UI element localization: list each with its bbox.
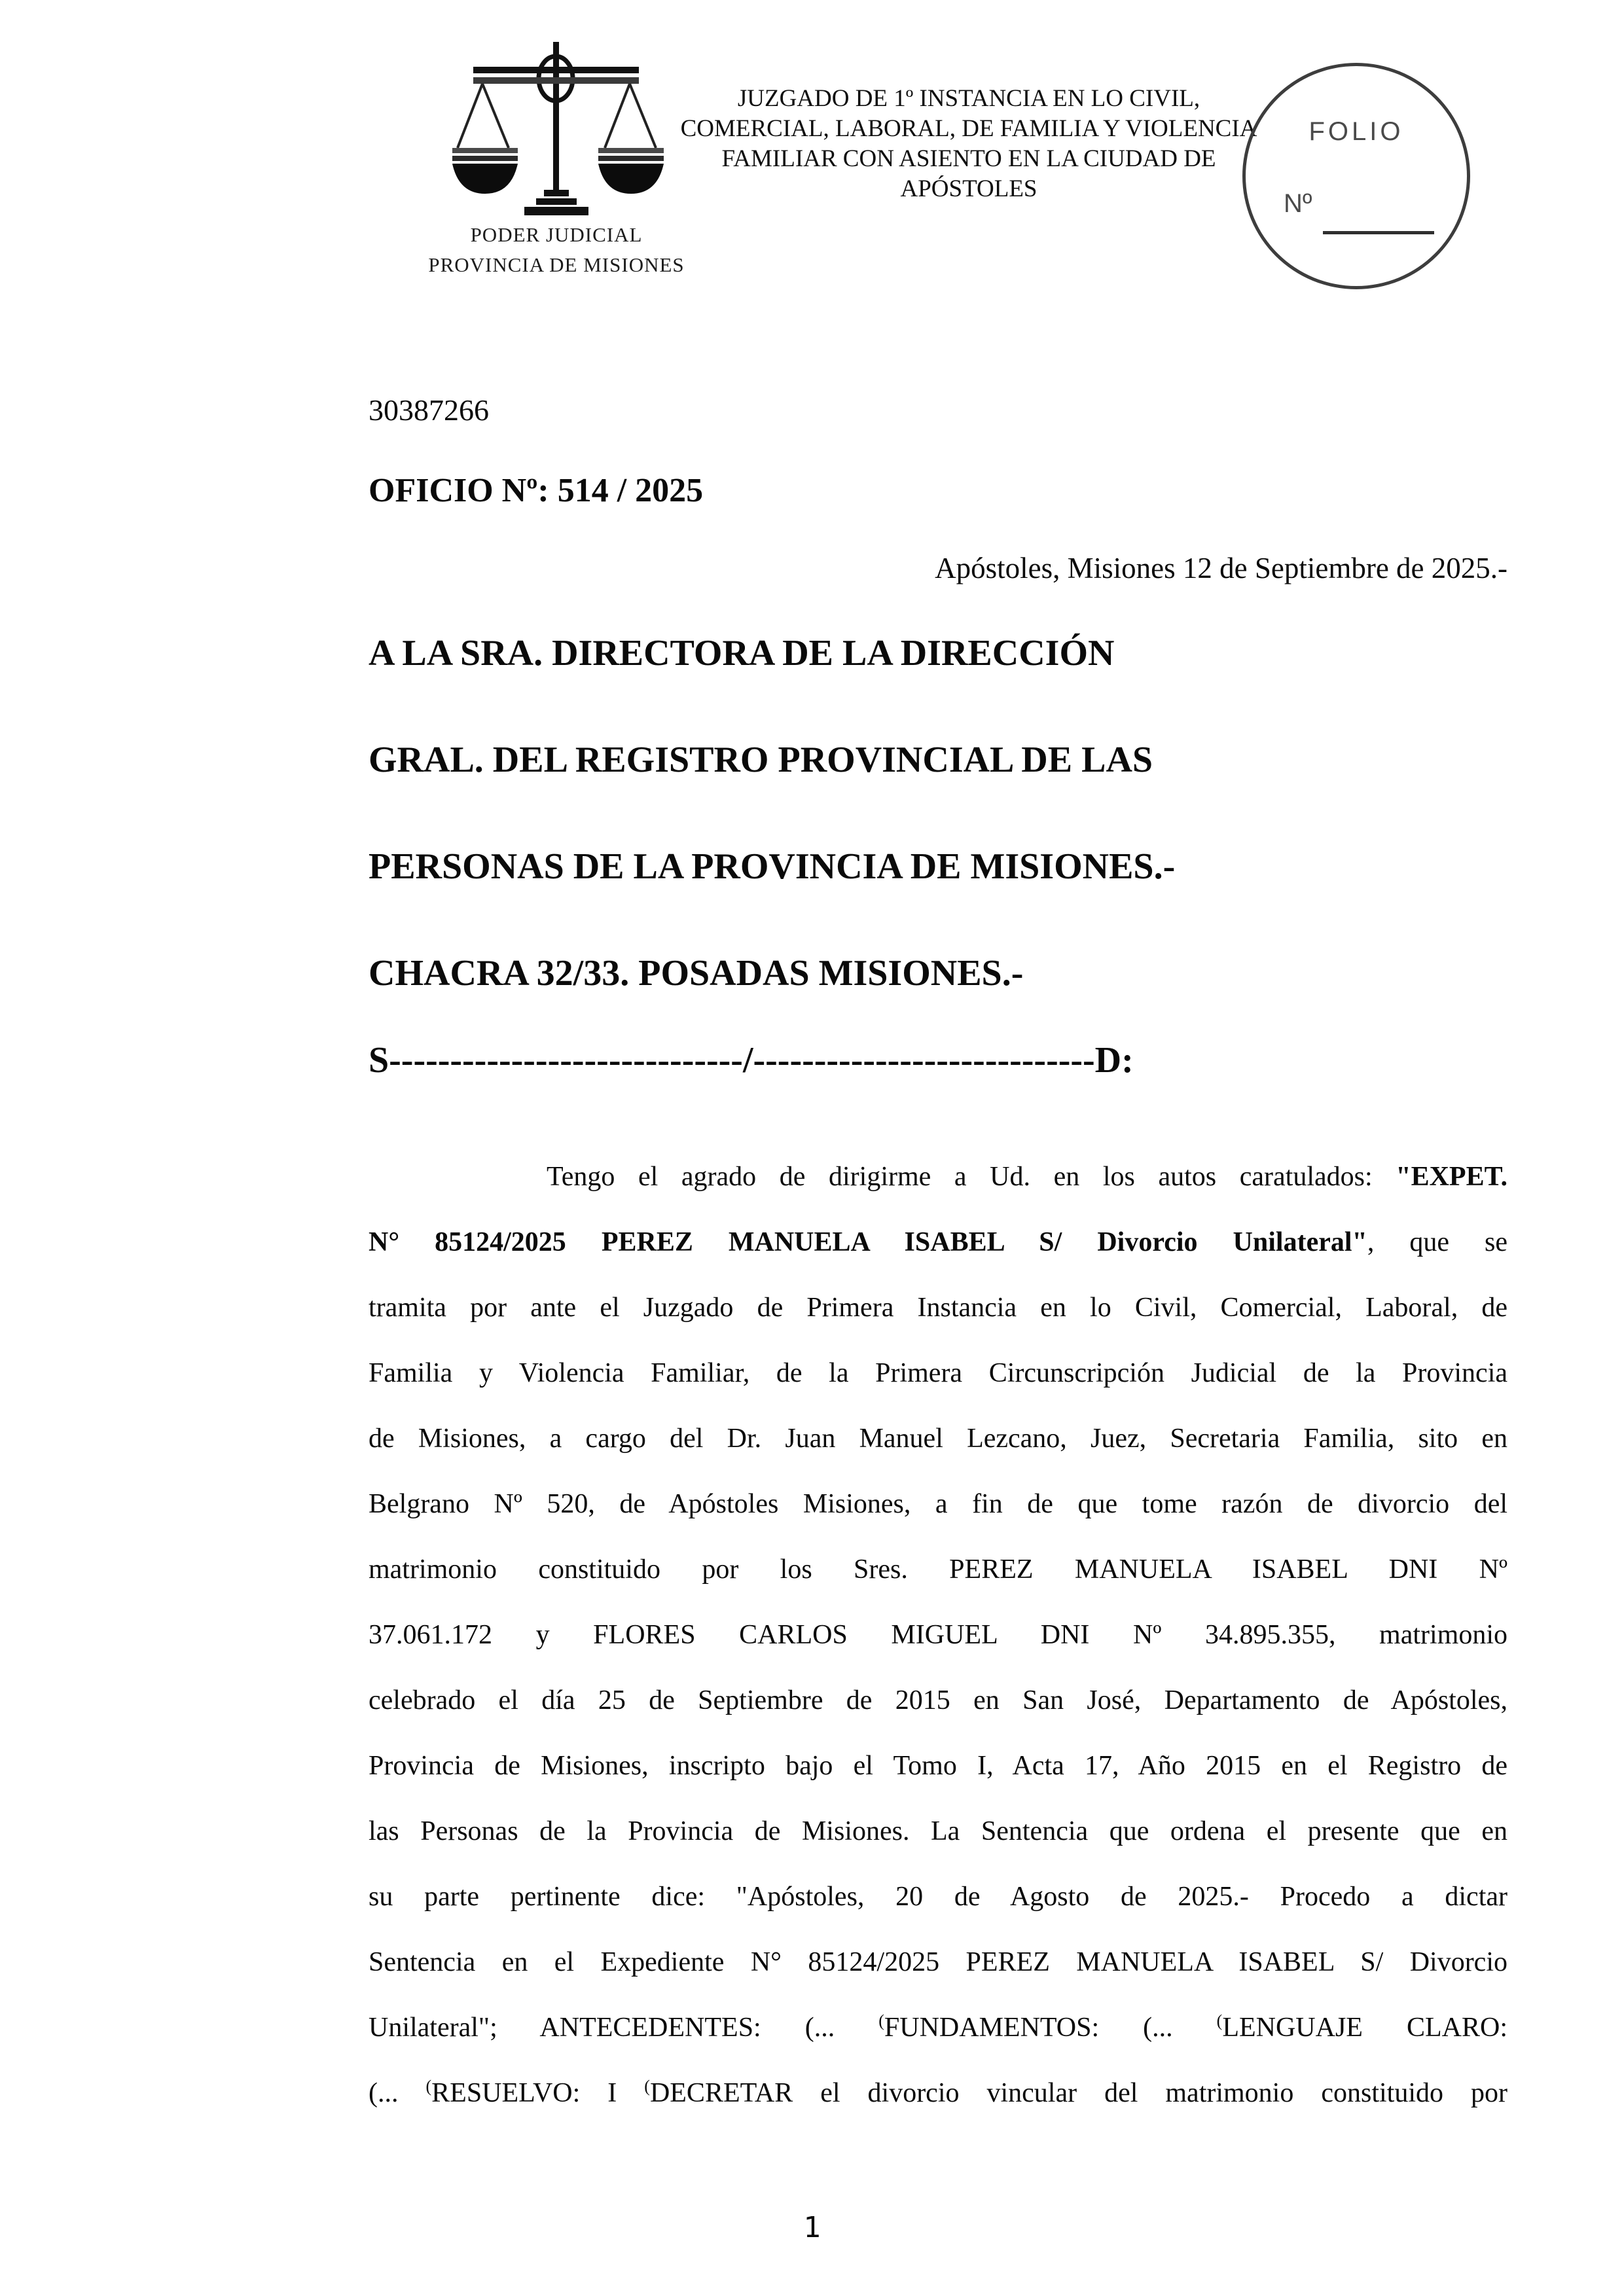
superscript-paren: ( (644, 2077, 650, 2096)
logo-caption-line: PODER JUDICIAL (470, 223, 643, 246)
superscript-paren: ( (878, 2011, 884, 2030)
body-text: Provincia de Misiones, inscripto bajo el Tomo I, Acta 17, Año 2015 en el Registro de (369, 1751, 1507, 1781)
body-line (369, 1929, 1507, 1995)
recipient-line: CHACRA 32/33. POSADAS MISIONES.- (369, 953, 1024, 994)
superscript-paren: ( (1216, 2011, 1223, 2030)
salutation-line: S-----------------------------/----------------------------D: (369, 1040, 1134, 1081)
superscript-paren: ( (425, 2077, 432, 2096)
body-text: Belgrano Nº 520, de Apóstoles Misiones, a fin de que tome razón de divorcio del (369, 1489, 1507, 1519)
body-line (369, 1733, 1507, 1799)
folio-number-blank-line (1323, 231, 1434, 234)
justice-scales-logo (448, 38, 664, 221)
body-text: Unilateral"; ANTECEDENTES: (... (369, 2013, 879, 2043)
body-line (369, 1537, 1507, 1602)
body-text: , que se (1367, 1227, 1507, 1257)
body-text: tramita por ante el Juzgado de Primera Instancia en lo Civil, Comercial, Laboral, de (369, 1293, 1507, 1323)
body-line (369, 1995, 1507, 2060)
court-title-line: APÓSTOLES (900, 175, 1038, 202)
body-text: Tengo el agrado de dirigirme a Ud. en los autos caratulados: (547, 1162, 1396, 1192)
scales-of-justice-icon (448, 38, 664, 221)
body-text-bold: N° 85124/2025 PEREZ MANUELA ISABEL S/ Divorcio Unilateral" (369, 1227, 1367, 1257)
body-line (369, 1340, 1507, 1406)
body-text: 37.061.172 y FLORES CARLOS MIGUEL DNI Nº 34.895.355, matrimonio (369, 1620, 1507, 1650)
recipient-line: PERSONAS DE LA PROVINCIA DE MISIONES.- (369, 846, 1176, 887)
recipient-line: A LA SRA. DIRECTORA DE LA DIRECCIÓN (369, 633, 1115, 673)
body-text: de Misiones, a cargo del Dr. Juan Manuel Lezcano, Juez, Secretaria Familia, sito en (369, 1424, 1507, 1454)
body-line (369, 1275, 1507, 1340)
body-line (369, 1210, 1507, 1275)
body-paragraph (369, 1144, 1507, 2126)
recipient-line: GRAL. DEL REGISTRO PROVINCIAL DE LAS (369, 740, 1153, 780)
body-line (369, 1668, 1507, 1733)
logo-caption-line: PROVINCIA DE MISIONES (428, 253, 685, 276)
court-title-line: JUZGADO DE 1º INSTANCIA EN LO CIVIL, (737, 85, 1200, 112)
body-text-bold: "EXPET. (1396, 1162, 1507, 1192)
logo-caption (393, 220, 720, 280)
body-line (369, 1471, 1507, 1537)
body-text: su parte pertinente dice: "Apóstoles, 20 de Agosto de 2025.- Procedo a dictar (369, 1882, 1507, 1912)
body-line (369, 1144, 1507, 1210)
court-letterhead-title (668, 84, 1270, 204)
recipient-address-block (369, 632, 1175, 1059)
reference-number: 30387266 (369, 393, 489, 427)
folio-stamp-title: FOLIO (1308, 117, 1404, 146)
body-line (369, 2060, 1507, 2126)
body-text: DECRETAR el divorcio vincular del matrimonio constituido por (649, 2078, 1507, 2108)
body-text: celebrado el día 25 de Septiembre de 2015 en San José, Departamento de Apóstoles, (369, 1685, 1507, 1715)
body-text: las Personas de la Provincia de Misiones. La Sentencia que ordena el presente que en (369, 1816, 1507, 1846)
body-text: (... (369, 2078, 426, 2108)
body-line (369, 1406, 1507, 1471)
body-line (369, 1799, 1507, 1864)
body-text: FUNDAMENTOS: (... (884, 2013, 1217, 2043)
date-line: Apóstoles, Misiones 12 de Septiembre de 2025.- (935, 552, 1507, 584)
body-text: LENGUAJE CLARO: (1222, 2013, 1507, 2043)
page-number: 1 (803, 2211, 821, 2244)
body-text: Sentencia en el Expediente N° 85124/2025 PEREZ MANUELA ISABEL S/ Divorcio (369, 1947, 1507, 1977)
body-text: matrimonio constituido por los Sres. PEREZ MANUELA ISABEL DNI Nº (369, 1554, 1507, 1585)
oficio-title: OFICIO Nº: 514 / 2025 (369, 472, 704, 509)
body-line (369, 1602, 1507, 1668)
court-title-line: COMERCIAL, LABORAL, DE FAMILIA Y VIOLENCIA (680, 115, 1257, 142)
folio-number-label: Nº (1284, 189, 1312, 218)
folio-stamp (1242, 63, 1470, 289)
body-line (369, 1864, 1507, 1929)
body-text: RESUELVO: I (431, 2078, 645, 2108)
court-title-line: FAMILIAR CON ASIENTO EN LA CIUDAD DE (721, 145, 1216, 172)
body-text: Familia y Violencia Familiar, de la Primera Circunscripción Judicial de la Provincia (369, 1358, 1507, 1388)
